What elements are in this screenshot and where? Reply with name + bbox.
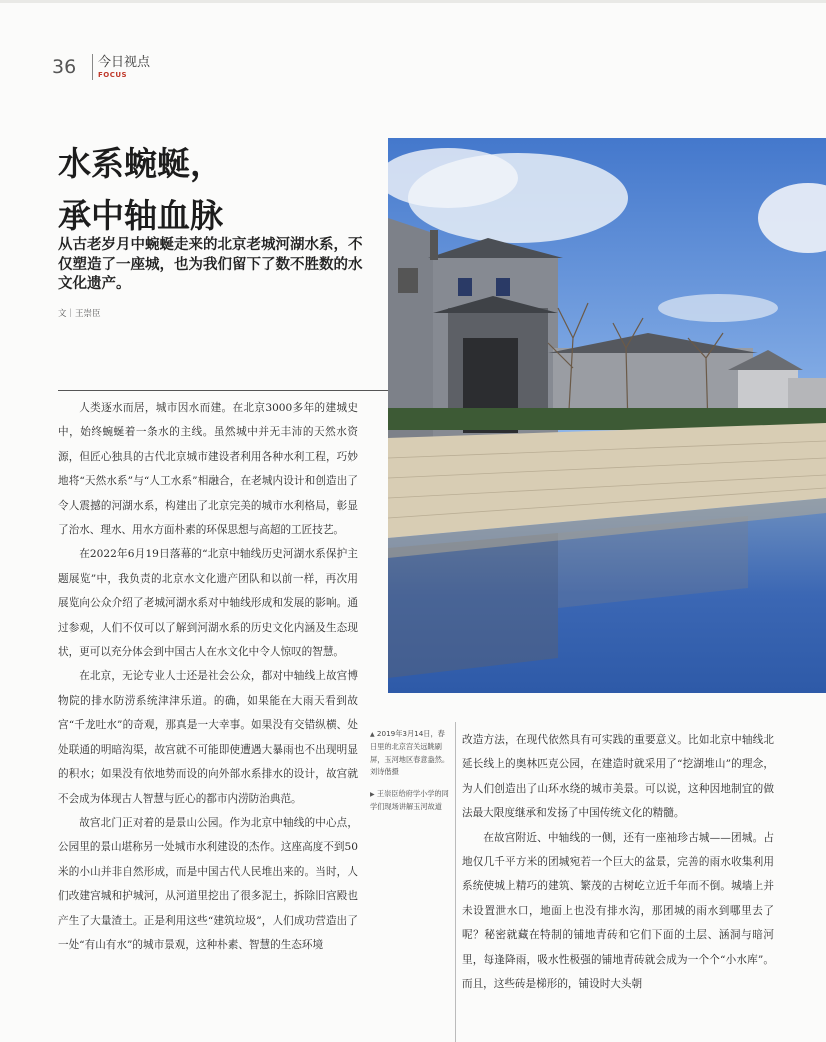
- window: [458, 278, 472, 296]
- caption-up-triangle-icon: ▲: [370, 731, 375, 738]
- caption-right-triangle-icon: ▶: [370, 791, 375, 799]
- caption-divider: [455, 722, 456, 1042]
- caption-text: 2019年3月14日，春日里的北京宫关远眺刷屏，玉河地区春意盎然。刘诗偕摄: [370, 729, 450, 776]
- caption-item: [370, 788, 450, 814]
- body-column-left: [58, 396, 358, 1036]
- photo-illustration: [388, 138, 826, 693]
- body-paragraph: 人类逐水而居，城市因水而建。在北京3000多年的建城史中，始终蜿蜒着一条水的主线。虽然城中并无丰沛的天然水资源，但匠心独具的古代北京城市建设者利用各种水利工程，巧妙地将“天然水系”与“人工水系”相融合，在老城内设计和创造出了令人震撼的河湖水系，构建出了北京完美的城市水利格局，彰显了治水、理水、用水方面朴素的环保思想与高超的工匠技艺。: [58, 402, 358, 537]
- article-title: [58, 138, 378, 242]
- caption-text: 王崇臣给府学小学的同学们现场讲解玉河故道: [370, 789, 449, 812]
- body-paragraph: 故宫北门正对着的是景山公园。作为北京中轴线的中心点，公园里的景山堪称另一处城市水利建设的杰作。这座高度不到50米的小山并非自然形成，而是中国古代人民堆出来的。当时，人们改建宫城和护城河，从河道里挖出了很多泥土，拆除旧宫殿也产生了大量渣土。正是利用这些“建筑垃圾”，人们成功营造出了一处“有山有水”的城市景观，这种朴素、智慧的生态环境: [58, 816, 358, 951]
- section-label: 今日视点: [98, 55, 151, 70]
- body-paragraph: 在故宫附近、中轴线的一侧，还有一座袖珍古城——团城。占地仅几千平方米的团城宛若一个巨大的盆景，完善的雨水收集利用系统使城上精巧的建筑、繁茂的古树屹立近千年而不倒。城墙上并未设置泄水口，地面上也没有排水沟，那团城的雨水到哪里去了呢？秘密就藏在特制的铺地青砖和它们下面的土层、涵洞与暗河里，每逢降雨，吸水性极强的铺地青砖就会成为一个个“小水库”。而且，这些砖是梯形的，铺设时大头朝: [462, 831, 774, 991]
- title-line-1: 水系蜿蜒，: [58, 144, 223, 183]
- section-divider: [92, 54, 93, 80]
- section-sub-label: FOCUS: [98, 71, 128, 79]
- title-line-2: 承中轴血脉: [58, 196, 223, 235]
- body-paragraph: 改造方法，在现代依然具有可实践的重要意义。比如北京中轴线北延长线上的奥林匹克公园，在建造时就采用了“挖湖堆山”的理念，为人们创造出了山环水绕的城市美景。可以说，这种因地制宜的做法最大限度继承和发扬了中国传统文化的精髓。: [462, 734, 774, 820]
- page-number: 36: [52, 56, 77, 78]
- window: [496, 278, 510, 296]
- building-wall: [388, 218, 433, 438]
- top-edge: [0, 0, 826, 3]
- horizontal-rule: [58, 390, 388, 391]
- photo-caption: [370, 728, 450, 824]
- byline: 文｜王崇臣: [58, 309, 101, 319]
- cloud: [658, 294, 778, 322]
- body-paragraph: 在北京，无论专业人士还是社会公众，都对中轴线上故宫博物院的排水防涝系统津津乐道。的确，如果能在大雨天看到故宫“千龙吐水”的奇观，那真是一大幸事。如果没有交错纵横、处处联通的明暗沟渠，故宫就不可能即使遭遇大暴雨也不出现明显的积水；如果没有依地势而设的向外部水系排水的设计，故宫就不会成为体现古人智慧与匠心的都市内涝防治典范。: [58, 670, 358, 805]
- article-photo: [388, 138, 826, 693]
- body-paragraph: 在2022年6月19日落幕的“北京中轴线历史河湖水系保护主题展览”中，我负责的北京水文化遗产团队和以前一样，再次用展览向公众介绍了老城河湖水系对中轴线形成和发展的影响。通过参观，人们不仅可以了解到河湖水系的历史文化内涵及生态现状，更可以充分体会到中国古人在水文化中令人惊叹的智慧。: [58, 548, 358, 659]
- body-column-right: [462, 728, 774, 1038]
- window: [398, 268, 418, 293]
- caption-item: [370, 728, 450, 778]
- article-subtitle: 从古老岁月中蜿蜒走来的北京老城河湖水系，不仅塑造了一座城，也为我们留下了数不胜数的水文化遗产。: [58, 237, 363, 292]
